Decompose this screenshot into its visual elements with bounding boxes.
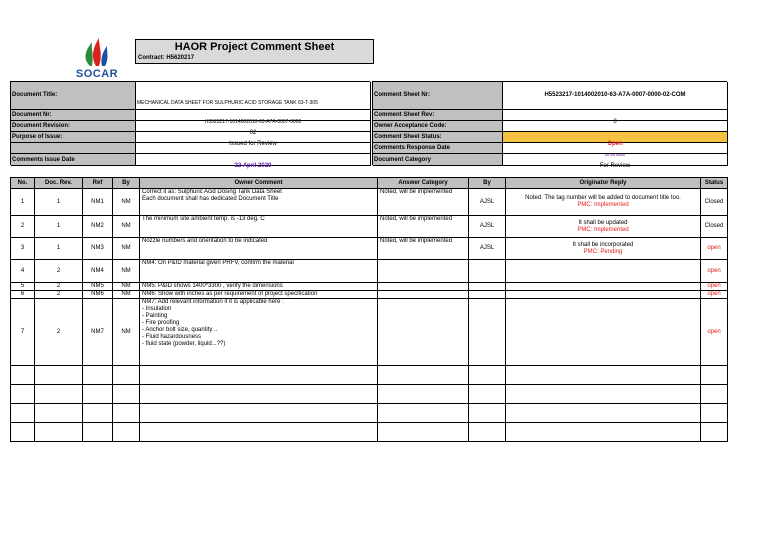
- cell-ref: NM4: [83, 260, 113, 283]
- col-header-by: By: [113, 178, 140, 189]
- col-header-by-2: By: [469, 178, 506, 189]
- comments-issue-date-value: 22 April 2020: [136, 154, 371, 166]
- cell-by2: [469, 260, 506, 283]
- table-row: [11, 260, 728, 283]
- cell-comment: NM5: P&ID shows 1400*3300 , verify the dimensions: [140, 283, 378, 291]
- cell-reply: [506, 283, 701, 291]
- cell-answer: Noted, will be implemented: [378, 189, 469, 216]
- info-label: Document Title:: [11, 82, 136, 110]
- col-header-ref: Ref: [83, 178, 113, 189]
- col-header-doc-rev: Doc. Rev.: [35, 178, 83, 189]
- info-label: Comment Sheet Status:: [373, 132, 503, 143]
- page-title: HAOR Project Comment Sheet: [174, 41, 335, 53]
- col-header-no: No.: [11, 178, 35, 189]
- cell-comment: NM4: On P&ID material given PRFV, confirm the material: [140, 260, 378, 283]
- reply-text: Noted. The tag number will be added to document title too.: [525, 195, 681, 201]
- cell-answer: Noted, will be implemented: [378, 238, 469, 260]
- info-label: Document Nr:: [11, 110, 136, 121]
- cell-by: NM: [113, 238, 140, 260]
- cell-no: 3: [11, 238, 35, 260]
- cell-comment: Nozzle numbers and orientation to be indicated: [140, 238, 378, 260]
- cell-by2: AJSL: [469, 216, 506, 238]
- cell-rev: 2: [35, 260, 83, 283]
- cell-by: NM: [113, 260, 140, 283]
- info-label: Purpose of Issue:: [11, 132, 136, 143]
- cell-status: open: [701, 283, 728, 291]
- info-label: Document Revision:: [11, 121, 136, 132]
- cell-comment: NM6: Show with inches as per requirement of project specification: [140, 291, 378, 299]
- cell-by2: [469, 299, 506, 366]
- info-label: Comments Issue Date: [11, 154, 136, 166]
- cell-reply: [506, 238, 701, 260]
- cell-by2: AJSL: [469, 189, 506, 216]
- comment-sheet-rev-value: 0: [503, 110, 728, 121]
- cell-rev: 1: [35, 238, 83, 260]
- cell-status: open: [701, 260, 728, 283]
- cell-ref: NM2: [83, 216, 113, 238]
- cell-answer: Noted, will be implemented: [378, 216, 469, 238]
- table-row-empty: [11, 404, 728, 423]
- cell-reply: [506, 299, 701, 366]
- cell-no: 7: [11, 299, 35, 366]
- cell-by: NM: [113, 299, 140, 366]
- cell-no: 5: [11, 283, 35, 291]
- cell-status: open: [701, 291, 728, 299]
- cell-answer: [378, 283, 469, 291]
- col-header-originator-reply: Originator Reply: [506, 178, 701, 189]
- socar-flame-icon: [72, 36, 122, 68]
- cell-rev: 1: [35, 216, 83, 238]
- table-row-empty: [11, 423, 728, 442]
- cell-rev: 2: [35, 299, 83, 366]
- socar-logo: [72, 36, 122, 80]
- cell-ref: NM3: [83, 238, 113, 260]
- cell-status: open: [701, 299, 728, 366]
- cell-comment: The minimum site ambient temp. is -13 deg. C: [140, 216, 378, 238]
- comments-table: [10, 177, 728, 442]
- purpose-of-issue-value: Issued for Review: [136, 132, 371, 143]
- info-label: Comment Sheet Rev:: [373, 110, 503, 121]
- table-row: [11, 189, 728, 216]
- info-right-block: [372, 81, 727, 169]
- info-blank-value: [136, 143, 371, 154]
- cell-by: NM: [113, 283, 140, 291]
- cell-no: 2: [11, 216, 35, 238]
- info-label: Comment Sheet Nr:: [373, 82, 503, 110]
- cell-ref: NM6: [83, 291, 113, 299]
- cell-by: NM: [113, 189, 140, 216]
- table-header-row: [11, 178, 728, 189]
- cell-reply: [506, 216, 701, 238]
- info-left-block: [10, 81, 370, 169]
- table-row-empty: [11, 385, 728, 404]
- table-row: [11, 299, 728, 366]
- info-label: [11, 143, 136, 154]
- col-header-status: Status: [701, 178, 728, 189]
- cell-by2: [469, 283, 506, 291]
- reply-text: It shall be incorporated: [572, 241, 634, 248]
- cell-rev: 2: [35, 283, 83, 291]
- document-revision-value: 02: [136, 121, 371, 132]
- cell-rev: 2: [35, 291, 83, 299]
- cell-ref: NM7: [83, 299, 113, 366]
- cell-by: NM: [113, 216, 140, 238]
- cell-answer: [378, 299, 469, 366]
- cell-reply: [506, 291, 701, 299]
- cell-answer: [378, 260, 469, 283]
- cell-by2: AJSL: [469, 238, 506, 260]
- comments-response-date-value: ## ## ####: [503, 143, 728, 154]
- contract-number: Contract: H5620217: [138, 55, 195, 61]
- cell-by2: [469, 291, 506, 299]
- table-row: [11, 283, 728, 291]
- col-header-owner-comment: Owner Comment: [140, 178, 378, 189]
- cell-status: Closed: [701, 189, 728, 216]
- cell-answer: [378, 291, 469, 299]
- reply-text: It shall be updated: [578, 219, 628, 226]
- table-row: [11, 216, 728, 238]
- document-number-value: H5523217-1014002010-63-A7A-0007-0000: [136, 110, 371, 121]
- table-row: [11, 238, 728, 260]
- info-label: Comments Response Date: [373, 143, 503, 154]
- cell-ref: NM1: [83, 189, 113, 216]
- socar-wordmark: SOCAR: [75, 68, 119, 80]
- cell-no: 4: [11, 260, 35, 283]
- cell-no: 1: [11, 189, 35, 216]
- cell-reply: [506, 260, 701, 283]
- document-title-value: MECHANICAL DATA SHEET FOR SULPHURIC ACID STORAGE TANK 63-T-305: [136, 82, 371, 110]
- cell-by: NM: [113, 291, 140, 299]
- cell-no: 6: [11, 291, 35, 299]
- table-row: [11, 291, 728, 299]
- owner-acceptance-code-value: [503, 121, 728, 132]
- reply-pmc: PMC: Implemented: [577, 202, 629, 208]
- reply-pmc: PMC: Implemented: [577, 226, 629, 233]
- cell-status: Closed: [701, 216, 728, 238]
- cell-ref: NM5: [83, 283, 113, 291]
- comment-sheet-status-value: Open: [503, 132, 728, 143]
- cell-comment: NM7: Add relevant information if it is applicable here : - Insulation - Painting - Fire proofing - Anchor bolt size, quantity .. - Fluid hazardousness - fluid state (powder, liquid...??): [140, 299, 378, 366]
- cell-reply: [506, 189, 701, 216]
- table-row-empty: [11, 366, 728, 385]
- info-label: Document Category: [373, 154, 503, 166]
- col-header-answer-category: Answer Category: [378, 178, 469, 189]
- cell-comment: Correct it as: Sulphuric Acid Dosing Tank Data Sheet Each document shall has dedicated Document Title: [140, 189, 378, 216]
- info-label: Owner Acceptance Code:: [373, 121, 503, 132]
- cell-rev: 1: [35, 189, 83, 216]
- reply-pmc: PMC: Pending: [583, 248, 623, 255]
- title-box: [135, 39, 374, 64]
- cell-status: open: [701, 238, 728, 260]
- document-category-value: For Review: [503, 154, 728, 166]
- comment-sheet-number-value: H5523217-1014002010-63-A7A-0007-0000-02-COM: [503, 82, 728, 110]
